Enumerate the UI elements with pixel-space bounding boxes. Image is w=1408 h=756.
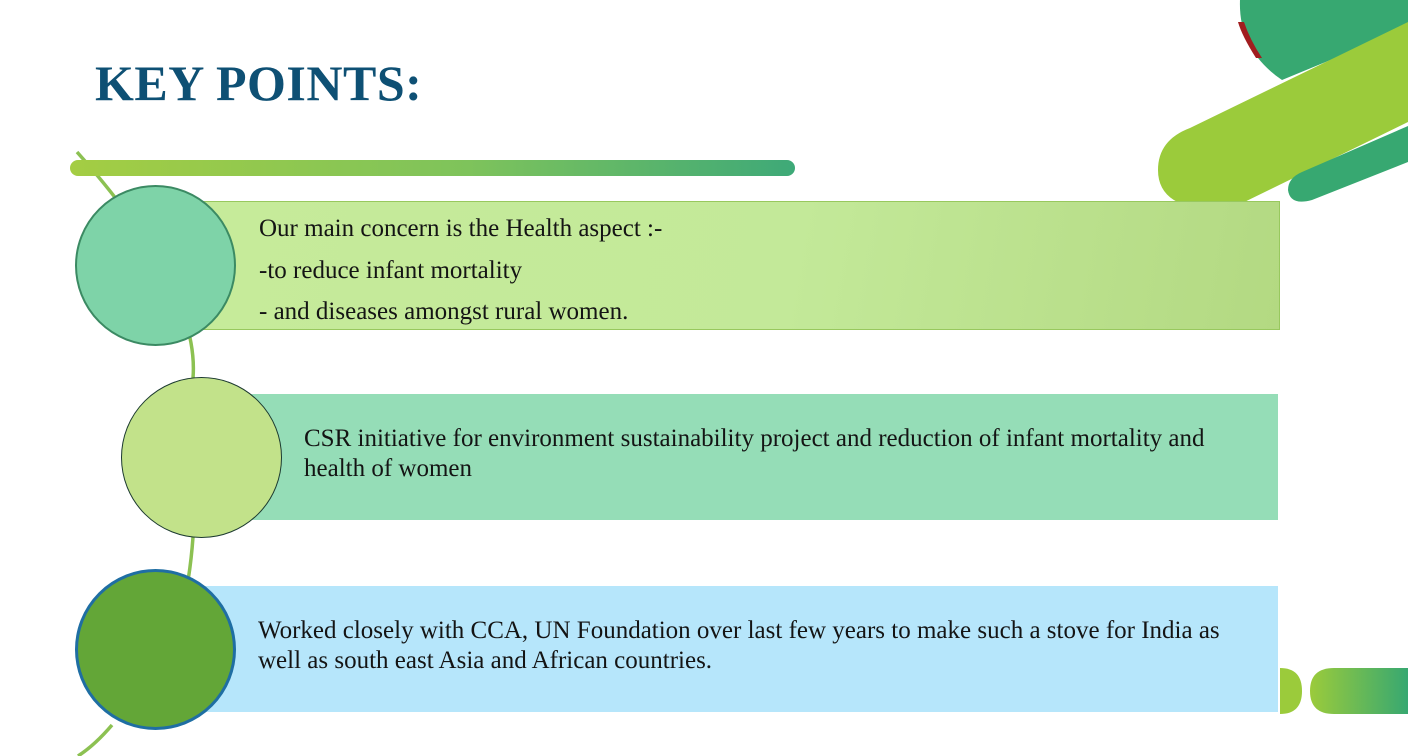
corner-shapes: [1158, 0, 1408, 210]
key-point-card-1: [198, 201, 1280, 330]
key-point-2-text: CSR initiative for environment sustainability project and reduction of infant mortality and health of women: [304, 425, 1205, 482]
bottom-right-pills: [1280, 668, 1408, 714]
page-title: KEY POINTS:: [95, 55, 423, 111]
key-point-card-2: [244, 394, 1278, 520]
key-point-card-3: [198, 586, 1278, 712]
key-point-3-text: Worked closely with CCA, UN Foundation over last few years to make such a stove for India as well as south east Asia and African countries.: [258, 617, 1220, 674]
key-point-circle-2: [121, 377, 282, 538]
key-point-1-line-1: Our main concern is the Health aspect :-: [259, 215, 663, 242]
title-underline-bar: [70, 160, 795, 176]
key-point-1-line-2: -to reduce infant mortality: [259, 256, 523, 284]
key-point-circle-3: [75, 569, 236, 730]
key-point-circle-1: [75, 185, 236, 346]
key-point-1-line-3: - and diseases amongst rural women.: [259, 298, 629, 325]
